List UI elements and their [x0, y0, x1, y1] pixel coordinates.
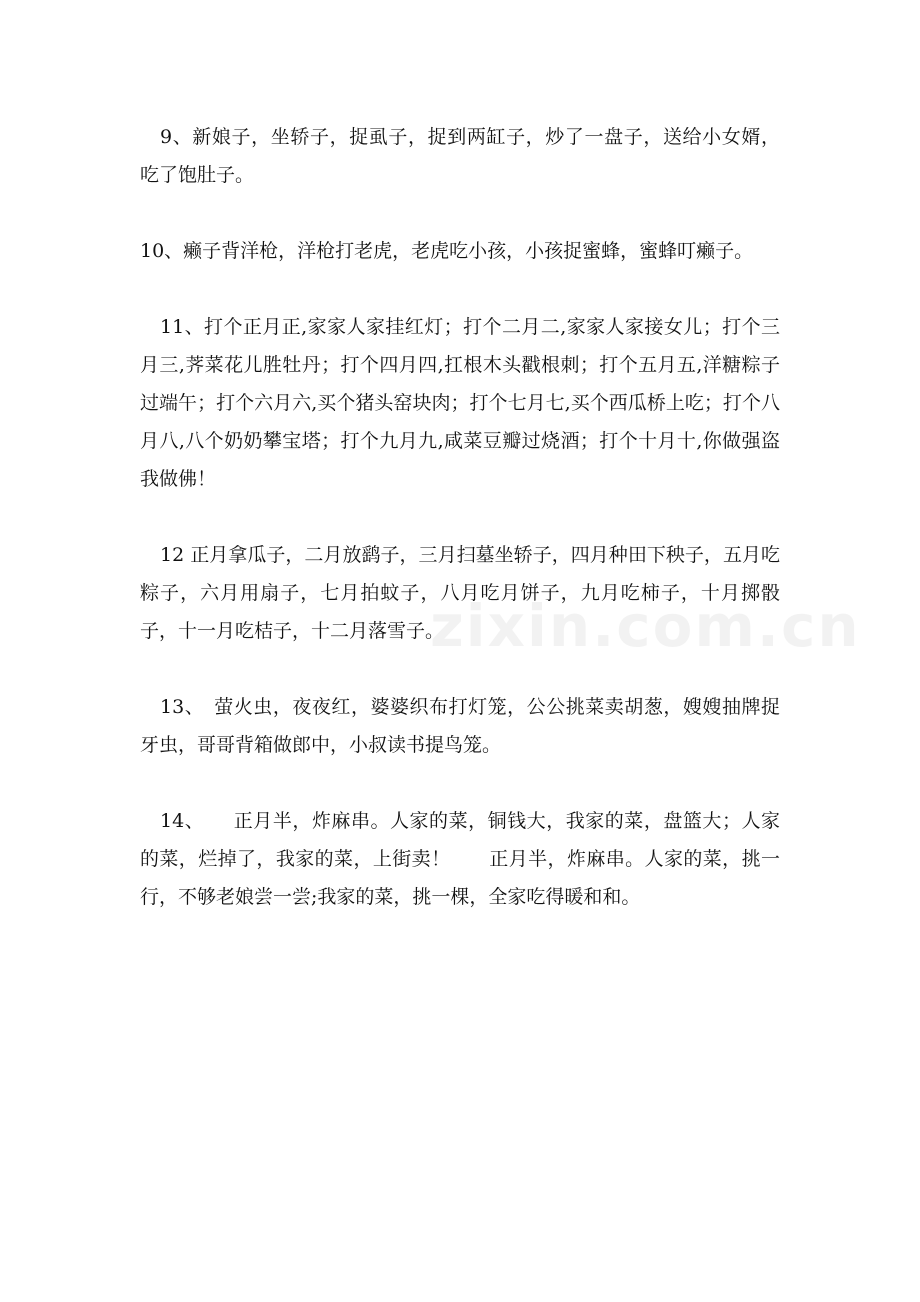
paragraph-9: 9、新娘子，坐轿子，捉虱子，捉到两缸子，炒了一盘子，送给小女婿，吃了饱肚子。 — [140, 126, 780, 186]
paragraph-11: 11、打个正月正,家家人家挂红灯；打个二月二,家家人家接女儿；打个三月三,荠菜花儿胜牡丹；打个四月四,扛根木头戳根刺；打个五月五,洋糖粽子过端午；打个六月六,买个猪头窑块肉；打个七月七,买个西瓜桥上吃；打个八月八,八个奶奶攀宝塔；打个九月九,咸菜豆瓣过烧酒；打个十月十,你做强盗我做佛！ — [140, 316, 780, 490]
document-body — [140, 118, 780, 954]
paragraph-10: 10、癞子背洋枪，洋枪打老虎，老虎吃小孩，小孩捉蜜蜂，蜜蜂叮癞子。 — [140, 240, 754, 262]
watermark: zixin.com.cn — [430, 592, 861, 660]
paragraph-12: 12 正月拿瓜子，二月放鹞子，三月扫墓坐轿子，四月种田下秧子，五月吃粽子，六月用扇子，七月拍蚊子，八月吃月饼子，九月吃柿子，十月掷骰子，十一月吃桔子，十二月落雪子。 — [140, 544, 780, 642]
paragraph-14: 14、 正月半，炸麻串。人家的菜，铜钱大，我家的菜，盘篮大；人家的菜，烂掉了，我家的菜，上街卖！ 正月半，炸麻串。人家的菜，挑一行，不够老娘尝一尝;我家的菜，挑一棵，全家吃得暖和和。 — [140, 810, 780, 908]
paragraph-13: 13、 萤火虫，夜夜红，婆婆织布打灯笼，公公挑菜卖胡葱，嫂嫂抽牌捉牙虫，哥哥背箱做郎中，小叔读书提鸟笼。 — [140, 696, 780, 756]
